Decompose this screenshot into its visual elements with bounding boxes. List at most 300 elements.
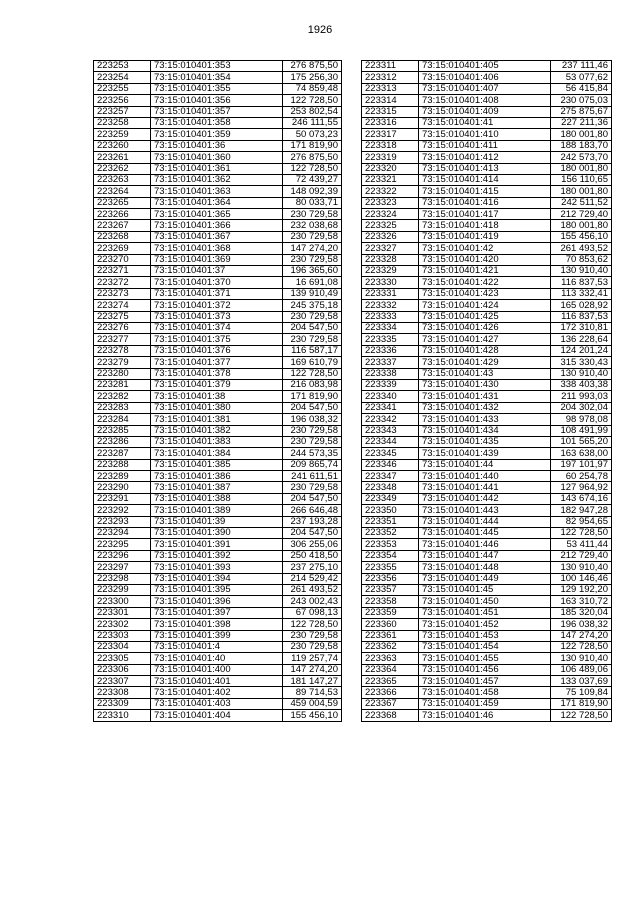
cell-record-number: 223311 xyxy=(362,61,419,72)
cell-value: 136 228,64 xyxy=(551,334,612,345)
cell-value: 175 256,30 xyxy=(283,72,342,83)
table-row xyxy=(94,117,342,128)
cell-cadastral-number: 73:15:010401:455 xyxy=(419,653,551,664)
cell-cadastral-number: 73:15:010401:406 xyxy=(419,72,551,83)
table-row xyxy=(362,539,612,550)
cell-value: 181 147,27 xyxy=(283,676,342,687)
cell-value: 56 415,84 xyxy=(551,83,612,94)
table-row xyxy=(362,402,612,413)
cell-cadastral-number: 73:15:010401:415 xyxy=(419,186,551,197)
cell-record-number: 223314 xyxy=(362,95,419,106)
cell-cadastral-number: 73:15:010401:431 xyxy=(419,391,551,402)
cell-value: 250 418,50 xyxy=(283,550,342,561)
table-row xyxy=(362,334,612,345)
cell-value: 89 714,53 xyxy=(283,687,342,698)
cell-cadastral-number: 73:15:010401:382 xyxy=(151,425,283,436)
cell-record-number: 223354 xyxy=(362,550,419,561)
table-row xyxy=(362,562,612,573)
cell-record-number: 223289 xyxy=(94,471,151,482)
cell-value: 130 910,40 xyxy=(551,653,612,664)
table-row xyxy=(362,698,612,709)
cell-value: 113 332,41 xyxy=(551,288,612,299)
cell-record-number: 223333 xyxy=(362,311,419,322)
cell-record-number: 223282 xyxy=(94,391,151,402)
cell-value: 127 964,92 xyxy=(551,482,612,493)
cell-cadastral-number: 73:15:010401:411 xyxy=(419,140,551,151)
cell-value: 242 573,70 xyxy=(551,152,612,163)
cell-cadastral-number: 73:15:010401:402 xyxy=(151,687,283,698)
cell-cadastral-number: 73:15:010401:40 xyxy=(151,653,283,664)
cell-cadastral-number: 73:15:010401:42 xyxy=(419,243,551,254)
cell-record-number: 223313 xyxy=(362,83,419,94)
cell-cadastral-number: 73:15:010401:44 xyxy=(419,459,551,470)
cell-cadastral-number: 73:15:010401:410 xyxy=(419,129,551,140)
cell-record-number: 223364 xyxy=(362,664,419,675)
table-row xyxy=(362,83,612,94)
cell-value: 172 310,81 xyxy=(551,322,612,333)
cell-record-number: 223264 xyxy=(94,186,151,197)
cell-cadastral-number: 73:15:010401:444 xyxy=(419,516,551,527)
cell-value: 60 254,78 xyxy=(551,471,612,482)
cell-value: 122 728,50 xyxy=(551,641,612,652)
cell-cadastral-number: 73:15:010401:378 xyxy=(151,368,283,379)
cell-record-number: 223292 xyxy=(94,505,151,516)
table-row xyxy=(362,368,612,379)
cell-value: 53 411,44 xyxy=(551,539,612,550)
cell-record-number: 223365 xyxy=(362,676,419,687)
cell-value: 75 109,84 xyxy=(551,687,612,698)
cell-value: 211 993,03 xyxy=(551,391,612,402)
cell-value: 209 865,74 xyxy=(283,459,342,470)
cell-record-number: 223265 xyxy=(94,197,151,208)
cell-cadastral-number: 73:15:010401:445 xyxy=(419,528,551,539)
cell-cadastral-number: 73:15:010401:368 xyxy=(151,243,283,254)
cell-record-number: 223295 xyxy=(94,539,151,550)
table-row xyxy=(362,584,612,595)
cell-record-number: 223360 xyxy=(362,619,419,630)
table-row xyxy=(94,72,342,83)
cell-cadastral-number: 73:15:010401:420 xyxy=(419,254,551,265)
cell-cadastral-number: 73:15:010401:369 xyxy=(151,254,283,265)
cell-record-number: 223261 xyxy=(94,152,151,163)
cell-cadastral-number: 73:15:010401:381 xyxy=(151,414,283,425)
table-row xyxy=(362,288,612,299)
cell-record-number: 223301 xyxy=(94,607,151,618)
cell-value: 230 729,58 xyxy=(283,209,342,220)
table-row xyxy=(94,550,342,561)
cell-record-number: 223320 xyxy=(362,163,419,174)
cell-record-number: 223277 xyxy=(94,334,151,345)
cell-record-number: 223351 xyxy=(362,516,419,527)
cell-record-number: 223326 xyxy=(362,231,419,242)
cell-record-number: 223296 xyxy=(94,550,151,561)
cell-cadastral-number: 73:15:010401:443 xyxy=(419,505,551,516)
cell-record-number: 223303 xyxy=(94,630,151,641)
cell-cadastral-number: 73:15:010401:399 xyxy=(151,630,283,641)
cell-cadastral-number: 73:15:010401:429 xyxy=(419,357,551,368)
cell-record-number: 223291 xyxy=(94,493,151,504)
cell-cadastral-number: 73:15:010401:356 xyxy=(151,95,283,106)
table-row xyxy=(94,300,342,311)
cell-cadastral-number: 73:15:010401:430 xyxy=(419,379,551,390)
cell-cadastral-number: 73:15:010401:372 xyxy=(151,300,283,311)
cell-value: 122 728,50 xyxy=(283,368,342,379)
cell-record-number: 223340 xyxy=(362,391,419,402)
cell-cadastral-number: 73:15:010401:451 xyxy=(419,607,551,618)
table-row xyxy=(94,311,342,322)
cell-cadastral-number: 73:15:010401:401 xyxy=(151,676,283,687)
cell-value: 216 083,98 xyxy=(283,379,342,390)
cell-value: 230 729,58 xyxy=(283,311,342,322)
table-row xyxy=(94,254,342,265)
cell-value: 237 193,28 xyxy=(283,516,342,527)
table-row xyxy=(362,95,612,106)
cell-record-number: 223334 xyxy=(362,322,419,333)
cell-record-number: 223327 xyxy=(362,243,419,254)
table-row xyxy=(94,277,342,288)
cell-cadastral-number: 73:15:010401:380 xyxy=(151,402,283,413)
cell-value: 148 092,39 xyxy=(283,186,342,197)
cell-value: 315 330,43 xyxy=(551,357,612,368)
cell-record-number: 223283 xyxy=(94,402,151,413)
cell-record-number: 223352 xyxy=(362,528,419,539)
cell-cadastral-number: 73:15:010401:374 xyxy=(151,322,283,333)
cell-value: 196 038,32 xyxy=(551,619,612,630)
cell-value: 50 073,23 xyxy=(283,129,342,140)
cell-cadastral-number: 73:15:010401:432 xyxy=(419,402,551,413)
cell-value: 253 802,54 xyxy=(283,106,342,117)
cell-record-number: 223353 xyxy=(362,539,419,550)
cell-cadastral-number: 73:15:010401:363 xyxy=(151,186,283,197)
table-row xyxy=(94,471,342,482)
table-row xyxy=(362,277,612,288)
cell-record-number: 223361 xyxy=(362,630,419,641)
cell-cadastral-number: 73:15:010401:376 xyxy=(151,345,283,356)
cell-value: 98 978,08 xyxy=(551,414,612,425)
cell-value: 119 257,74 xyxy=(283,653,342,664)
cell-value: 165 028,92 xyxy=(551,300,612,311)
cell-value: 130 910,40 xyxy=(551,562,612,573)
cell-value: 163 638,00 xyxy=(551,448,612,459)
table-row xyxy=(94,152,342,163)
table-row xyxy=(362,493,612,504)
table-row xyxy=(362,61,612,72)
cell-record-number: 223321 xyxy=(362,174,419,185)
cell-record-number: 223363 xyxy=(362,653,419,664)
cell-cadastral-number: 73:15:010401:397 xyxy=(151,607,283,618)
cell-record-number: 223350 xyxy=(362,505,419,516)
cell-cadastral-number: 73:15:010401:357 xyxy=(151,106,283,117)
cell-value: 459 004,59 xyxy=(283,698,342,709)
cell-record-number: 223341 xyxy=(362,402,419,413)
cell-record-number: 223319 xyxy=(362,152,419,163)
cell-value: 169 610,79 xyxy=(283,357,342,368)
cell-cadastral-number: 73:15:010401:355 xyxy=(151,83,283,94)
table-row xyxy=(94,653,342,664)
cell-cadastral-number: 73:15:010401:364 xyxy=(151,197,283,208)
cell-cadastral-number: 73:15:010401:447 xyxy=(419,550,551,561)
cell-value: 100 146,46 xyxy=(551,573,612,584)
cell-value: 133 037,69 xyxy=(551,676,612,687)
cell-record-number: 223254 xyxy=(94,72,151,83)
cell-value: 204 302,04 xyxy=(551,402,612,413)
table-row xyxy=(362,664,612,675)
table-row xyxy=(94,448,342,459)
cell-value: 196 365,60 xyxy=(283,266,342,277)
cell-record-number: 223290 xyxy=(94,482,151,493)
cell-record-number: 223263 xyxy=(94,174,151,185)
table-row xyxy=(362,425,612,436)
table-row xyxy=(94,482,342,493)
cell-value: 237 111,46 xyxy=(551,61,612,72)
cell-value: 212 729,40 xyxy=(551,209,612,220)
table-row xyxy=(94,231,342,242)
table-row xyxy=(362,243,612,254)
table-row xyxy=(94,209,342,220)
cell-cadastral-number: 73:15:010401:404 xyxy=(151,710,283,721)
cell-cadastral-number: 73:15:010401:391 xyxy=(151,539,283,550)
cell-record-number: 223368 xyxy=(362,710,419,721)
cell-value: 204 547,50 xyxy=(283,402,342,413)
cell-record-number: 223294 xyxy=(94,528,151,539)
cell-cadastral-number: 73:15:010401:386 xyxy=(151,471,283,482)
cell-cadastral-number: 73:15:010401:387 xyxy=(151,482,283,493)
cell-cadastral-number: 73:15:010401:398 xyxy=(151,619,283,630)
cell-cadastral-number: 73:15:010401:41 xyxy=(419,117,551,128)
cell-record-number: 223293 xyxy=(94,516,151,527)
cell-value: 196 038,32 xyxy=(283,414,342,425)
table-row xyxy=(94,334,342,345)
cell-cadastral-number: 73:15:010401:46 xyxy=(419,710,551,721)
cell-cadastral-number: 73:15:010401:458 xyxy=(419,687,551,698)
cell-cadastral-number: 73:15:010401:421 xyxy=(419,266,551,277)
cell-record-number: 223257 xyxy=(94,106,151,117)
cell-value: 180 001,80 xyxy=(551,163,612,174)
cell-record-number: 223256 xyxy=(94,95,151,106)
table-row xyxy=(94,402,342,413)
cell-cadastral-number: 73:15:010401:375 xyxy=(151,334,283,345)
cell-record-number: 223258 xyxy=(94,117,151,128)
table-row xyxy=(94,379,342,390)
cell-record-number: 223323 xyxy=(362,197,419,208)
table-row xyxy=(94,630,342,641)
cell-cadastral-number: 73:15:010401:442 xyxy=(419,493,551,504)
cell-record-number: 223367 xyxy=(362,698,419,709)
cell-record-number: 223259 xyxy=(94,129,151,140)
cell-cadastral-number: 73:15:010401:359 xyxy=(151,129,283,140)
cell-cadastral-number: 73:15:010401:417 xyxy=(419,209,551,220)
cell-cadastral-number: 73:15:010401:422 xyxy=(419,277,551,288)
cell-record-number: 223318 xyxy=(362,140,419,151)
table-row xyxy=(362,516,612,527)
cell-value: 232 038,68 xyxy=(283,220,342,231)
cell-value: 230 729,58 xyxy=(283,231,342,242)
left-table-body xyxy=(94,61,342,722)
table-row xyxy=(94,266,342,277)
table-row xyxy=(362,471,612,482)
table-row xyxy=(362,197,612,208)
cell-value: 124 201,24 xyxy=(551,345,612,356)
cell-record-number: 223339 xyxy=(362,379,419,390)
cell-record-number: 223348 xyxy=(362,482,419,493)
table-row xyxy=(94,573,342,584)
cell-cadastral-number: 73:15:010401:416 xyxy=(419,197,551,208)
cell-value: 204 547,50 xyxy=(283,322,342,333)
table-row xyxy=(362,266,612,277)
cell-record-number: 223267 xyxy=(94,220,151,231)
cell-cadastral-number: 73:15:010401:400 xyxy=(151,664,283,675)
cell-cadastral-number: 73:15:010401:423 xyxy=(419,288,551,299)
cell-value: 182 947,28 xyxy=(551,505,612,516)
cell-record-number: 223317 xyxy=(362,129,419,140)
cell-record-number: 223347 xyxy=(362,471,419,482)
cell-value: 185 320,04 xyxy=(551,607,612,618)
table-row xyxy=(362,209,612,220)
table-row xyxy=(94,345,342,356)
cell-cadastral-number: 73:15:010401:367 xyxy=(151,231,283,242)
table-row xyxy=(362,152,612,163)
cell-cadastral-number: 73:15:010401:409 xyxy=(419,106,551,117)
cell-value: 212 729,40 xyxy=(551,550,612,561)
cell-record-number: 223328 xyxy=(362,254,419,265)
cell-record-number: 223297 xyxy=(94,562,151,573)
table-row xyxy=(362,448,612,459)
cell-value: 147 274,20 xyxy=(283,664,342,675)
cell-record-number: 223325 xyxy=(362,220,419,231)
cell-cadastral-number: 73:15:010401:424 xyxy=(419,300,551,311)
table-row xyxy=(94,562,342,573)
right-table xyxy=(361,60,612,722)
table-row xyxy=(362,140,612,151)
table-row xyxy=(94,243,342,254)
cell-cadastral-number: 73:15:010401:36 xyxy=(151,140,283,151)
cell-cadastral-number: 73:15:010401:441 xyxy=(419,482,551,493)
cell-record-number: 223330 xyxy=(362,277,419,288)
table-row xyxy=(94,698,342,709)
cell-record-number: 223281 xyxy=(94,379,151,390)
cell-value: 230 729,58 xyxy=(283,482,342,493)
table-row xyxy=(362,186,612,197)
cell-record-number: 223286 xyxy=(94,436,151,447)
cell-record-number: 223312 xyxy=(362,72,419,83)
table-row xyxy=(362,505,612,516)
cell-cadastral-number: 73:15:010401:452 xyxy=(419,619,551,630)
cell-cadastral-number: 73:15:010401:408 xyxy=(419,95,551,106)
cell-cadastral-number: 73:15:010401:353 xyxy=(151,61,283,72)
cell-cadastral-number: 73:15:010401:405 xyxy=(419,61,551,72)
cell-cadastral-number: 73:15:010401:454 xyxy=(419,641,551,652)
cell-record-number: 223344 xyxy=(362,436,419,447)
table-row xyxy=(94,493,342,504)
cell-value: 147 274,20 xyxy=(551,630,612,641)
cell-cadastral-number: 73:15:010401:413 xyxy=(419,163,551,174)
cell-record-number: 223329 xyxy=(362,266,419,277)
cell-record-number: 223278 xyxy=(94,345,151,356)
table-row xyxy=(362,414,612,425)
cell-record-number: 223298 xyxy=(94,573,151,584)
cell-cadastral-number: 73:15:010401:38 xyxy=(151,391,283,402)
table-row xyxy=(94,436,342,447)
cell-record-number: 223269 xyxy=(94,243,151,254)
table-row xyxy=(362,117,612,128)
cell-cadastral-number: 73:15:010401:379 xyxy=(151,379,283,390)
cell-value: 163 310,72 xyxy=(551,596,612,607)
cell-record-number: 223280 xyxy=(94,368,151,379)
cell-cadastral-number: 73:15:010401:43 xyxy=(419,368,551,379)
cell-value: 143 674,16 xyxy=(551,493,612,504)
cell-value: 82 954,65 xyxy=(551,516,612,527)
table-row xyxy=(362,311,612,322)
cell-cadastral-number: 73:15:010401:358 xyxy=(151,117,283,128)
table-row xyxy=(94,414,342,425)
table-row xyxy=(94,322,342,333)
cell-cadastral-number: 73:15:010401:419 xyxy=(419,231,551,242)
cell-cadastral-number: 73:15:010401:456 xyxy=(419,664,551,675)
table-row xyxy=(362,641,612,652)
table-row xyxy=(94,140,342,151)
cell-value: 276 875,50 xyxy=(283,61,342,72)
table-row xyxy=(94,391,342,402)
cell-value: 116 587,17 xyxy=(283,345,342,356)
cell-cadastral-number: 73:15:010401:373 xyxy=(151,311,283,322)
cell-record-number: 223332 xyxy=(362,300,419,311)
cell-record-number: 223349 xyxy=(362,493,419,504)
cell-cadastral-number: 73:15:010401:392 xyxy=(151,550,283,561)
cell-record-number: 223324 xyxy=(362,209,419,220)
cell-record-number: 223275 xyxy=(94,311,151,322)
cell-record-number: 223356 xyxy=(362,573,419,584)
cell-value: 246 111,55 xyxy=(283,117,342,128)
table-row xyxy=(94,357,342,368)
cell-record-number: 223270 xyxy=(94,254,151,265)
cell-value: 130 910,40 xyxy=(551,266,612,277)
cell-cadastral-number: 73:15:010401:440 xyxy=(419,471,551,482)
cell-cadastral-number: 73:15:010401:425 xyxy=(419,311,551,322)
cell-cadastral-number: 73:15:010401:450 xyxy=(419,596,551,607)
cell-value: 230 729,58 xyxy=(283,254,342,265)
table-row xyxy=(362,231,612,242)
table-row xyxy=(362,550,612,561)
cell-cadastral-number: 73:15:010401:426 xyxy=(419,322,551,333)
cell-cadastral-number: 73:15:010401:360 xyxy=(151,152,283,163)
table-row xyxy=(94,174,342,185)
cell-value: 261 493,52 xyxy=(551,243,612,254)
cell-cadastral-number: 73:15:010401:388 xyxy=(151,493,283,504)
table-row xyxy=(362,129,612,140)
cell-record-number: 223272 xyxy=(94,277,151,288)
table-row xyxy=(362,220,612,231)
cell-value: 338 403,38 xyxy=(551,379,612,390)
cell-value: 171 819,90 xyxy=(283,391,342,402)
cell-value: 122 728,50 xyxy=(551,528,612,539)
cell-value: 204 547,50 xyxy=(283,528,342,539)
table-row xyxy=(362,687,612,698)
cell-value: 171 819,90 xyxy=(283,140,342,151)
cell-value: 108 491,99 xyxy=(551,425,612,436)
cell-value: 204 547,50 xyxy=(283,493,342,504)
cell-value: 266 646,48 xyxy=(283,505,342,516)
cell-value: 139 910,49 xyxy=(283,288,342,299)
table-row xyxy=(94,516,342,527)
table-row xyxy=(362,345,612,356)
cell-value: 188 183,70 xyxy=(551,140,612,151)
cell-value: 171 819,90 xyxy=(551,698,612,709)
cell-cadastral-number: 73:15:010401:457 xyxy=(419,676,551,687)
table-row xyxy=(94,288,342,299)
cell-value: 237 275,10 xyxy=(283,562,342,573)
cell-record-number: 223305 xyxy=(94,653,151,664)
cell-record-number: 223274 xyxy=(94,300,151,311)
